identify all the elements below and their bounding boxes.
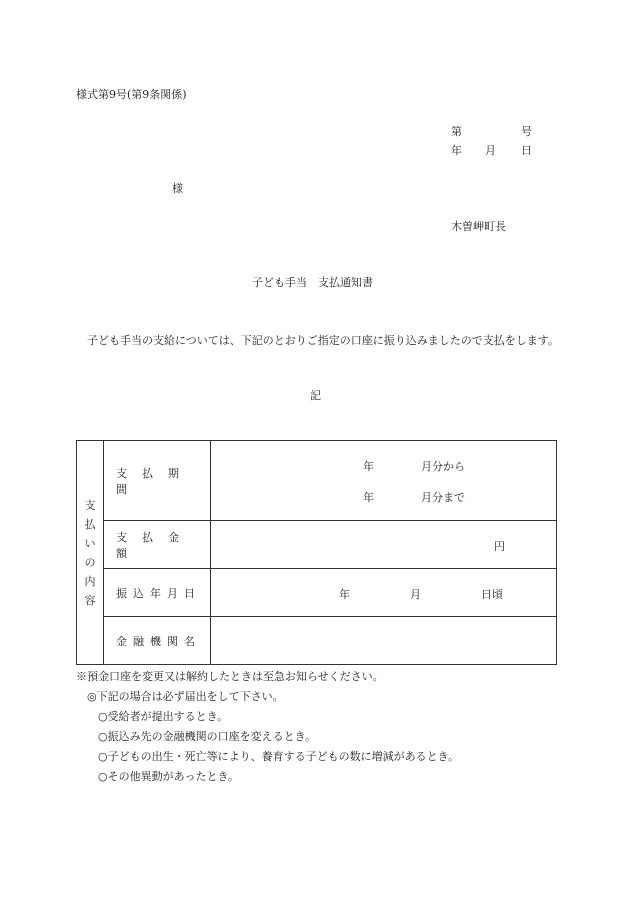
amount-value-cell — [211, 521, 557, 569]
period-from-month: 月分から — [421, 460, 465, 473]
issue-date-day: 日 — [521, 144, 532, 157]
notes-section — [76, 667, 459, 787]
transfer-day: 日頃 — [481, 588, 503, 601]
table-row-transfer-date — [77, 569, 557, 617]
notes-main: ※預金口座を変更又は解約したときは至急お知らせください。 — [76, 670, 384, 683]
issue-date-year: 年 — [451, 144, 462, 157]
table-row-bank — [77, 617, 557, 665]
amount-label-cell — [104, 521, 211, 569]
transfer-date-label-cell — [104, 569, 211, 617]
table-row-period — [77, 441, 557, 521]
form-number: 様式第9号(第9条関係) — [76, 88, 187, 101]
amount-unit: 円 — [494, 540, 505, 553]
payment-details-table — [76, 440, 557, 665]
bank-value-cell — [211, 617, 557, 665]
side-label-cell — [77, 441, 104, 665]
ki-marker: 記 — [310, 389, 321, 402]
document-number-prefix: 第 — [451, 125, 462, 138]
issuer-name: 木曽岬町長 — [451, 220, 506, 233]
period-label-cell — [104, 441, 211, 521]
notes-item: ○その他異動があったとき。 — [98, 770, 240, 783]
document-number-suffix: 号 — [521, 125, 532, 138]
body-text: 子ども手当の支給については、下記のとおりご指定の口座に振り込みましたので支払をします。 — [87, 334, 559, 347]
bank-label-cell — [104, 617, 211, 665]
period-to-year: 年 — [363, 491, 374, 504]
document-title: 子ども手当 支払通知書 — [252, 276, 373, 289]
transfer-month: 月 — [410, 588, 421, 601]
period-from-year: 年 — [363, 460, 374, 473]
issue-date-month: 月 — [485, 144, 496, 157]
transfer-date-value-cell — [211, 569, 557, 617]
bank-label: 金融機関名 — [116, 634, 201, 648]
notes-sub-header: ◎下記の場合は必ず届出をして下さい。 — [87, 690, 284, 703]
transfer-year: 年 — [339, 588, 350, 601]
side-label: 支払いの内容 — [84, 498, 96, 607]
transfer-date-label: 振込年月日 — [116, 586, 201, 600]
period-to-month: 月分まで — [421, 491, 465, 504]
notes-item: ○受給者が提出するとき。 — [98, 710, 229, 723]
addressee-honorific: 様 — [172, 182, 183, 195]
notes-item: ○振込み先の金融機関の口座を変えるとき。 — [98, 730, 317, 743]
notes-item: ○子どもの出生・死亡等により、養育する子どもの数に増減があるとき。 — [98, 750, 460, 763]
period-label: 支払期間 — [116, 466, 194, 496]
amount-label: 支払金額 — [116, 530, 194, 560]
period-value-cell — [211, 441, 557, 521]
table-row-amount — [77, 521, 557, 569]
body-paragraph — [76, 331, 560, 350]
